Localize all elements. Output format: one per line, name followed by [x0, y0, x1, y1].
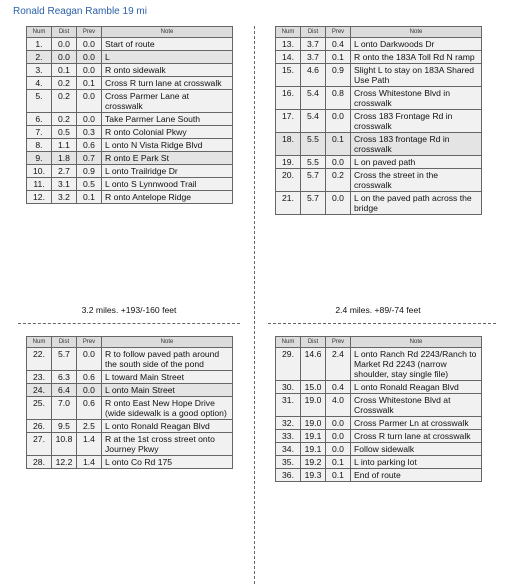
cue-dist: 5.5	[301, 133, 326, 156]
cue-row	[27, 348, 233, 371]
column-header-num: Num	[276, 337, 301, 348]
cue-num: 8.	[27, 139, 52, 152]
column-header-prev: Prev	[77, 27, 102, 38]
cue-dist: 5.7	[301, 192, 326, 215]
route-title: Ronald Reagan Ramble 19 mi	[13, 6, 147, 17]
cue-prev: 0.0	[77, 51, 102, 64]
cue-note: R onto sidewalk	[102, 64, 233, 77]
cue-note: Cross R turn lane at crosswalk	[351, 430, 482, 443]
cue-dist: 3.2	[52, 191, 77, 204]
cue-prev: 0.0	[326, 192, 351, 215]
cue-num: 21.	[276, 192, 301, 215]
cue-dist: 15.0	[301, 381, 326, 394]
column-header-note: Note	[102, 27, 233, 38]
column-header-dist: Dist	[52, 337, 77, 348]
cue-note: L on paved path	[351, 156, 482, 169]
cue-prev: 0.1	[77, 77, 102, 90]
cue-row	[27, 51, 233, 64]
header-row	[276, 27, 482, 38]
cue-note: End of route	[351, 469, 482, 482]
cue-note: L onto Darkwoods Dr	[351, 38, 482, 51]
cue-prev: 0.1	[326, 51, 351, 64]
cue-note: Cross R turn lane at crosswalk	[102, 77, 233, 90]
cue-prev: 0.6	[77, 397, 102, 420]
column-header-note: Note	[351, 27, 482, 38]
cue-row	[276, 417, 482, 430]
column-header-num: Num	[276, 27, 301, 38]
cue-prev: 1.4	[77, 456, 102, 469]
cue-num: 36.	[276, 469, 301, 482]
cue-note: L into parking lot	[351, 456, 482, 469]
cue-note: L onto Trailridge Dr	[102, 165, 233, 178]
cue-note: R onto the 183A Toll Rd N ramp	[351, 51, 482, 64]
cue-row	[27, 152, 233, 165]
cue-dist: 5.7	[52, 348, 77, 371]
cue-num: 22.	[27, 348, 52, 371]
cue-dist: 10.8	[52, 433, 77, 456]
cue-num: 31.	[276, 394, 301, 417]
cue-num: 12.	[27, 191, 52, 204]
cue-prev: 0.0	[77, 64, 102, 77]
cue-num: 4.	[27, 77, 52, 90]
cue-num: 35.	[276, 456, 301, 469]
cue-row	[27, 433, 233, 456]
cue-prev: 0.3	[77, 126, 102, 139]
cue-note: Cross Whitestone Blvd in crosswalk	[351, 87, 482, 110]
cue-prev: 0.9	[326, 64, 351, 87]
cue-note: R onto Colonial Pkwy	[102, 126, 233, 139]
cue-num: 1.	[27, 38, 52, 51]
cue-note: Cross the street in the crosswalk	[351, 169, 482, 192]
cue-dist: 6.4	[52, 384, 77, 397]
cue-row	[276, 133, 482, 156]
cue-num: 20.	[276, 169, 301, 192]
cue-num: 32.	[276, 417, 301, 430]
cue-row	[276, 348, 482, 381]
cue-num: 25.	[27, 397, 52, 420]
cue-note: L onto Ronald Reagan Blvd	[351, 381, 482, 394]
cue-num: 10.	[27, 165, 52, 178]
cue-note: L toward Main Street	[102, 371, 233, 384]
cue-row	[27, 113, 233, 126]
cue-prev: 2.4	[326, 348, 351, 381]
cue-dist: 14.6	[301, 348, 326, 381]
cue-note: L onto Ranch Rd 2243/Ranch to Market Rd 2243 (narrow shoulder, stay single file)	[351, 348, 482, 381]
cue-num: 33.	[276, 430, 301, 443]
cue-prev: 2.5	[77, 420, 102, 433]
cue-prev: 0.5	[77, 178, 102, 191]
cue-prev: 0.2	[326, 169, 351, 192]
cue-num: 30.	[276, 381, 301, 394]
cue-row	[276, 156, 482, 169]
cue-row	[27, 90, 233, 113]
cue-dist: 12.2	[52, 456, 77, 469]
cue-num: 19.	[276, 156, 301, 169]
cue-dist: 0.0	[52, 38, 77, 51]
cue-row	[276, 87, 482, 110]
cue-note: Follow sidewalk	[351, 443, 482, 456]
cue-prev: 0.9	[77, 165, 102, 178]
cue-dist: 0.1	[52, 64, 77, 77]
cue-note: L onto Ronald Reagan Blvd	[102, 420, 233, 433]
cue-num: 23.	[27, 371, 52, 384]
cue-row	[27, 371, 233, 384]
cue-dist: 1.8	[52, 152, 77, 165]
cue-row	[27, 139, 233, 152]
cue-prev: 0.1	[77, 191, 102, 204]
column-divider	[254, 26, 255, 584]
cue-dist: 19.1	[301, 430, 326, 443]
cue-prev: 0.7	[77, 152, 102, 165]
cue-note: L onto S Lynnwood Trail	[102, 178, 233, 191]
cue-prev: 0.4	[326, 381, 351, 394]
cue-num: 11.	[27, 178, 52, 191]
cue-num: 27.	[27, 433, 52, 456]
section-divider-right	[268, 323, 496, 324]
cue-note: L on the paved path across the bridge	[351, 192, 482, 215]
cue-dist: 0.2	[52, 77, 77, 90]
cue-row	[276, 381, 482, 394]
cue-row	[276, 430, 482, 443]
cue-dist: 19.1	[301, 443, 326, 456]
cue-dist: 5.4	[301, 110, 326, 133]
cue-prev: 0.6	[77, 371, 102, 384]
cue-row	[276, 456, 482, 469]
cue-prev: 0.4	[326, 38, 351, 51]
cue-dist: 0.5	[52, 126, 77, 139]
cue-prev: 0.0	[77, 113, 102, 126]
header-row	[27, 337, 233, 348]
cue-num: 9.	[27, 152, 52, 165]
cue-dist: 19.3	[301, 469, 326, 482]
cue-note: R onto East New Hope Drive (wide sidewalk is a good option)	[102, 397, 233, 420]
header-row	[276, 337, 482, 348]
cue-prev: 0.0	[326, 156, 351, 169]
cue-dist: 9.5	[52, 420, 77, 433]
cue-note: L	[102, 51, 233, 64]
cue-num: 14.	[276, 51, 301, 64]
segment-summary-2: 2.4 miles. +89/-74 feet	[335, 305, 421, 315]
column-header-note: Note	[351, 337, 482, 348]
cue-dist: 5.7	[301, 169, 326, 192]
cue-row	[27, 126, 233, 139]
cue-table-2	[275, 26, 482, 215]
cue-prev: 0.0	[326, 443, 351, 456]
cue-row	[27, 191, 233, 204]
cue-prev: 0.1	[326, 456, 351, 469]
cue-dist: 3.7	[301, 51, 326, 64]
cue-row	[276, 51, 482, 64]
cue-prev: 0.6	[77, 139, 102, 152]
cue-note: L onto Co Rd 175	[102, 456, 233, 469]
cue-note: L onto N Vista Ridge Blvd	[102, 139, 233, 152]
cue-dist: 19.0	[301, 394, 326, 417]
cue-prev: 0.1	[326, 133, 351, 156]
cue-num: 2.	[27, 51, 52, 64]
cue-note: Cross 183 Frontage Rd in crosswalk	[351, 110, 482, 133]
cue-dist: 3.7	[301, 38, 326, 51]
cue-row	[27, 456, 233, 469]
header-row	[27, 27, 233, 38]
cue-prev: 0.0	[326, 430, 351, 443]
cue-note: Cross Parmer Ln at crosswalk	[351, 417, 482, 430]
column-header-prev: Prev	[326, 27, 351, 38]
cue-prev: 0.0	[326, 417, 351, 430]
cue-table-1	[26, 26, 233, 204]
column-header-dist: Dist	[301, 27, 326, 38]
column-header-note: Note	[102, 337, 233, 348]
cue-dist: 2.7	[52, 165, 77, 178]
cue-row	[276, 110, 482, 133]
cue-row	[27, 420, 233, 433]
cue-row	[276, 192, 482, 215]
column-header-dist: Dist	[301, 337, 326, 348]
cue-dist: 19.0	[301, 417, 326, 430]
column-header-prev: Prev	[326, 337, 351, 348]
cue-row	[27, 38, 233, 51]
cue-row	[27, 64, 233, 77]
segment-summary-1: 3.2 miles. +193/-160 feet	[81, 305, 177, 315]
cue-num: 5.	[27, 90, 52, 113]
cue-num: 26.	[27, 420, 52, 433]
cue-row	[276, 64, 482, 87]
cue-num: 16.	[276, 87, 301, 110]
cue-note: Start of route	[102, 38, 233, 51]
cue-prev: 0.0	[77, 348, 102, 371]
cue-note: R at the 1st cross street onto Journey Pkwy	[102, 433, 233, 456]
cue-row	[276, 443, 482, 456]
cue-dist: 5.5	[301, 156, 326, 169]
cue-table-4	[275, 336, 482, 482]
cue-row	[27, 178, 233, 191]
cue-note: R onto Antelope Ridge	[102, 191, 233, 204]
cue-num: 6.	[27, 113, 52, 126]
cue-note: Cross Parmer Lane at crosswalk	[102, 90, 233, 113]
cue-row	[27, 77, 233, 90]
cue-num: 3.	[27, 64, 52, 77]
cue-num: 28.	[27, 456, 52, 469]
cue-dist: 3.1	[52, 178, 77, 191]
cue-num: 17.	[276, 110, 301, 133]
cue-dist: 0.0	[52, 51, 77, 64]
cue-prev: 0.0	[77, 38, 102, 51]
cue-num: 15.	[276, 64, 301, 87]
cue-prev: 4.0	[326, 394, 351, 417]
cue-dist: 4.6	[301, 64, 326, 87]
cue-dist: 6.3	[52, 371, 77, 384]
cue-num: 7.	[27, 126, 52, 139]
cue-row	[276, 169, 482, 192]
cue-row	[27, 165, 233, 178]
cue-row	[276, 38, 482, 51]
cue-dist: 0.2	[52, 90, 77, 113]
cue-dist: 1.1	[52, 139, 77, 152]
cue-num: 13.	[276, 38, 301, 51]
cue-row	[276, 469, 482, 482]
column-header-dist: Dist	[52, 27, 77, 38]
cue-num: 29.	[276, 348, 301, 381]
cue-row	[276, 394, 482, 417]
cue-note: Slight L to stay on 183A Shared Use Path	[351, 64, 482, 87]
cue-note: R onto E Park St	[102, 152, 233, 165]
cue-prev: 0.0	[77, 384, 102, 397]
cue-note: Take Parmer Lane South	[102, 113, 233, 126]
cue-prev: 0.8	[326, 87, 351, 110]
cue-row	[27, 397, 233, 420]
cue-num: 24.	[27, 384, 52, 397]
column-header-num: Num	[27, 27, 52, 38]
section-divider-left	[18, 323, 240, 324]
cue-dist: 7.0	[52, 397, 77, 420]
cue-note: Cross 183 frontage Rd in crosswalk	[351, 133, 482, 156]
column-header-prev: Prev	[77, 337, 102, 348]
cue-dist: 19.2	[301, 456, 326, 469]
cue-note: R to follow paved path around the south side of the pond	[102, 348, 233, 371]
cue-num: 18.	[276, 133, 301, 156]
cue-prev: 0.0	[326, 110, 351, 133]
column-header-num: Num	[27, 337, 52, 348]
cue-table-3	[26, 336, 233, 469]
cue-note: Cross Whitestone Blvd at Crosswalk	[351, 394, 482, 417]
cue-dist: 5.4	[301, 87, 326, 110]
cue-prev: 0.0	[77, 90, 102, 113]
cue-num: 34.	[276, 443, 301, 456]
cue-dist: 0.2	[52, 113, 77, 126]
cue-prev: 1.4	[77, 433, 102, 456]
cue-note: L onto Main Street	[102, 384, 233, 397]
cue-row	[27, 384, 233, 397]
cue-prev: 0.1	[326, 469, 351, 482]
